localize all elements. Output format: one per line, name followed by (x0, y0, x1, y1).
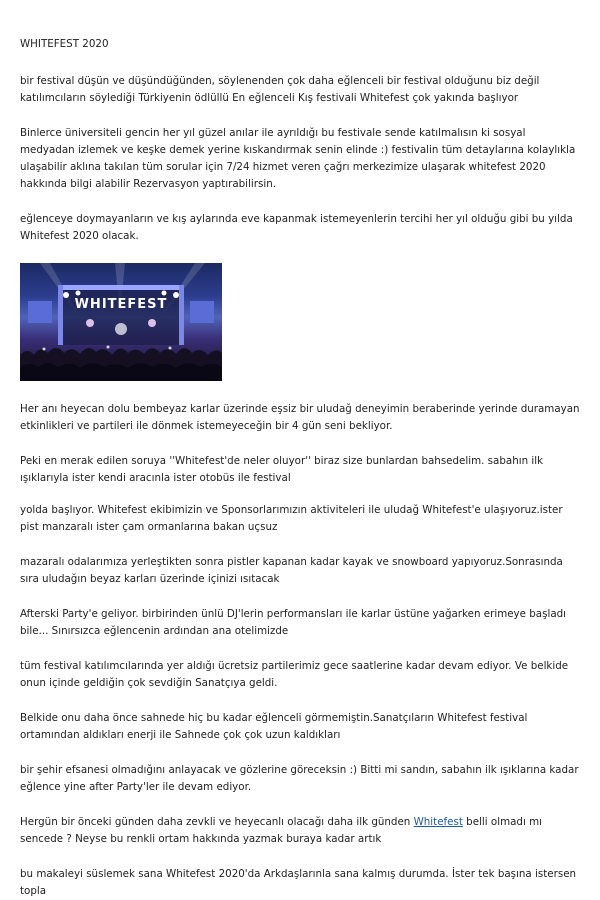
stage-illustration (20, 263, 222, 381)
paragraph: bu makaleyi süslemek sana Whitefest 2020'da Arkdaşlarınla sana kalmış durumda. İster tek başına istersen topla (20, 868, 577, 897)
document-title: WHITEFEST 2020 (20, 38, 109, 50)
document-page (20, 36, 580, 900)
whitefest-link[interactable]: Whitefest (413, 816, 463, 828)
festival-stage-photo (20, 263, 222, 381)
link-paragraph-before: Hergün bir önceki günden daha zevkli ve heyecanlı olacağı daha ilk günden (20, 816, 414, 828)
paragraph: mazaralı odalarımıza yerleştikten sonra pistler kapanan kadar kayak ve snowboard yapıyoruz.Sonrasında sıra uludağın beyaz karları üzerinde içinizi ısıtacak (20, 556, 563, 585)
paragraph: Belkide onu daha önce sahnede hiç bu kadar eğlenceli görmemiştin.Sanatçıların Whitefest festival ortamından aldıkları enerji ile Sahnede çok çok uzun kaldıkları (20, 712, 528, 741)
paragraph: Binlerce üniversiteli gencin her yıl güzel anılar ile ayrıldığı bu festivale sende katılmalısın ki sosyal medyadan izlemek ve keşke demek yerine kıskandırmak senin elinde :) festivalin tüm detaylarına kolaylıkla ulaşabilir aklına takılan tüm sorular için 7/24 hizmet veren çağrı merkezimize ulaşarak whitefest 2020 hakkında bilgi alabilir Rezervasyon yaptırabilirsin. (20, 127, 576, 190)
paragraph: Afterski Party'e geliyor. birbirinden ünlü DJ'lerin performansları ile karlar üstüne yağarken erimeye başladı bile... Sınırsızca eğlencenin ardından ana otelimizde (20, 608, 567, 637)
paragraph: yolda başlıyor. Whitefest ekibimizin ve Sponsorlarımızın aktiviteleri ile uludağ Whitefest'e ulaşıyoruz.ister pist manzaralı ister çam ormanlarına bakan uçsuz (20, 504, 563, 533)
paragraph: Her anı heyecan dolu bembeyaz karlar üzerinde eşsiz bir uludağ deneyimin beraberinde yerinde duramayan etkinlikleri ve partileri ile dönmek istemeyeceğin bir 4 gün seni bekliyor. (20, 403, 580, 432)
stage-sign-text: WHITEFEST (74, 297, 168, 312)
paragraph: tüm festival katılımcılarında yer aldığı ücretsiz partilerimiz gece saatlerine kadar devam ediyor. Ve belkide onun içinde geldiğin çok sevdiğin Sanatçıya geldi. (20, 660, 569, 689)
paragraph: bir festival düşün ve düşündüğünden, söylenenden çok daha eğlenceli bir festival olduğunu biz değil katılımcıların söylediği Türkiyenin ödlüllü En eğlenceli Kış festivali Whitefest çok yakında başlıyor (20, 75, 540, 104)
paragraph-with-link (20, 814, 580, 848)
paragraph: Peki en merak edilen soruya ''Whitefest'de neler oluyor'' biraz size bunlardan bahsedelim. sabahın ilk ışıklarıyla ister kendi aracınla ister otobüs ile festival (20, 455, 544, 484)
link-paragraph-after: belli olmadı mı sencede ? Neyse bu renkli ortam hakkında yazmak buraya kadar artık (20, 816, 542, 845)
paragraph: eğlenceye doymayanların ve kış aylarında eve kapanmak istemeyenlerin tercihi her yıl olduğu gibi bu yılda Whitefest 2020 olacak. (20, 213, 573, 242)
paragraph: bir şehir efsanesi olmadığını anlayacak ve gözlerine göreceksin :) Bitti mi sandın, sabahın ilk ışıklarına kadar eğlence yine after Party'ler ile devam ediyor. (20, 764, 579, 793)
